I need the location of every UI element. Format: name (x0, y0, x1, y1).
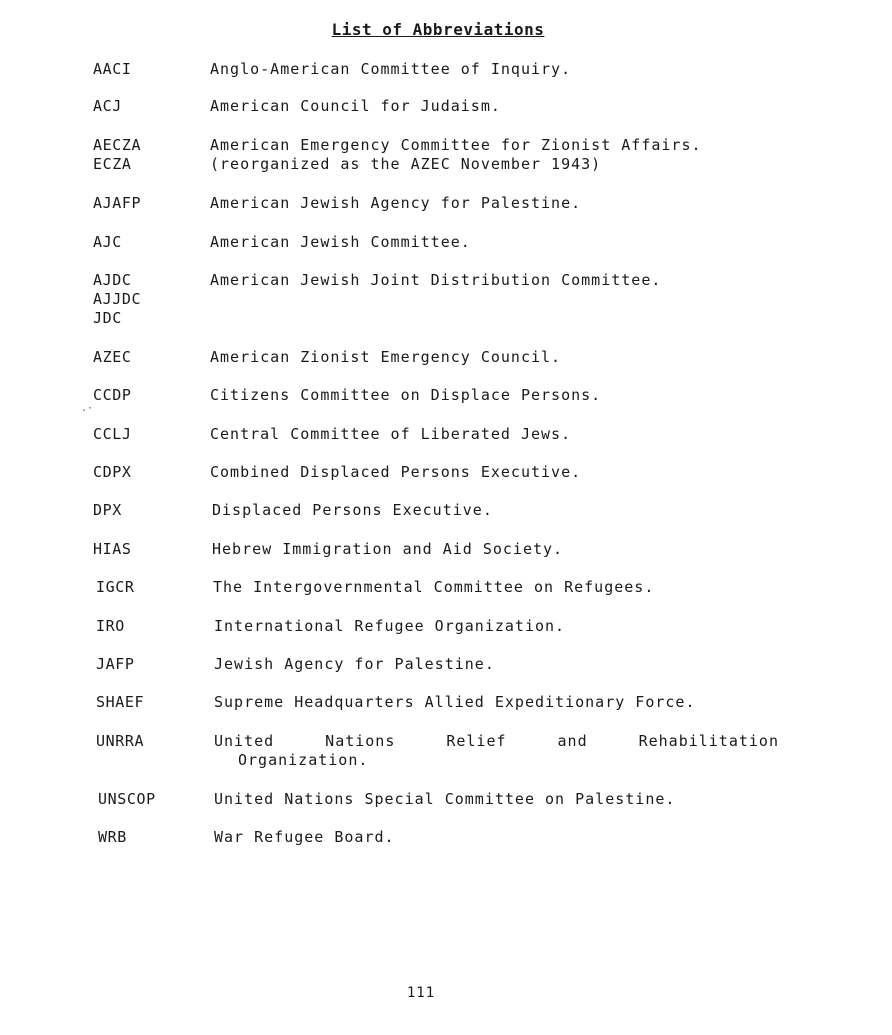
abbreviation-definition: American Jewish Agency for Palestine. (210, 194, 582, 212)
abbreviation-definition: Hebrew Immigration and Aid Society. (212, 540, 564, 558)
abbreviation-definition: International Refugee Organization. (214, 617, 566, 635)
abbreviation: HIAS (93, 540, 132, 558)
abbreviation-definition: American Council for Judaism. (210, 97, 501, 115)
abbreviation: IGCR (96, 578, 135, 596)
scan-speck: .· (81, 403, 94, 414)
abbreviation: AJC (93, 233, 122, 251)
abbreviation-definition (214, 732, 779, 770)
abbreviation-definition: The Intergovernmental Committee on Refugees. (213, 578, 655, 596)
abbreviation-definition: Anglo-American Committee of Inquiry. (210, 60, 572, 78)
abbreviation-definition: American Jewish Joint Distribution Committee. (210, 271, 662, 289)
abbreviation-definition: Central Committee of Liberated Jews. (210, 425, 572, 443)
abbreviation: DPX (93, 501, 122, 519)
definition-line: United Nations Relief and Rehabilitation (214, 732, 779, 750)
abbreviation: IRO (96, 617, 125, 635)
abbreviation-definition: Citizens Committee on Displace Persons. (210, 386, 602, 404)
abbreviation-definition (210, 136, 800, 174)
definition-continuation: Organization. (238, 751, 369, 769)
abbreviation-definition: Combined Displaced Persons Executive. (210, 463, 582, 481)
abbreviation-definition: War Refugee Board. (214, 828, 395, 846)
abbreviation-definition: American Jewish Committee. (210, 233, 471, 251)
abbreviation: UNSCOP (98, 790, 156, 808)
abbreviation: ACJ (93, 97, 122, 115)
abbreviation-definition: Supreme Headquarters Allied Expeditionary Force. (214, 693, 696, 711)
abbreviation: WRB (98, 828, 127, 846)
abbreviation: UNRRA (96, 732, 145, 750)
abbreviation-definition: Displaced Persons Executive. (212, 501, 493, 519)
page-number: 111 (406, 985, 436, 1001)
abbreviation: JAFP (96, 655, 135, 673)
abbreviation: AACI (93, 60, 132, 78)
definition-continuation: (reorganized as the AZEC November 1943) (210, 155, 602, 173)
abbreviation: AZEC (93, 348, 132, 366)
page-title: List of Abbreviations (331, 20, 545, 39)
abbreviation-definition: United Nations Special Committee on Palestine. (214, 790, 676, 808)
abbreviation-definition: American Zionist Emergency Council. (210, 348, 562, 366)
abbreviation: CDPX (93, 463, 132, 481)
abbreviation: AJAFP (93, 194, 142, 212)
abbreviation: AECZA ECZA (93, 136, 142, 173)
abbreviation: CCLJ (93, 425, 132, 443)
abbreviation: SHAEF (96, 693, 145, 711)
abbreviation: AJDC AJJDC JDC (93, 271, 142, 327)
abbreviation: CCDP (93, 386, 132, 404)
abbreviation-definition: Jewish Agency for Palestine. (214, 655, 495, 673)
definition-line: American Emergency Committee for Zionist Affairs. (210, 136, 702, 154)
